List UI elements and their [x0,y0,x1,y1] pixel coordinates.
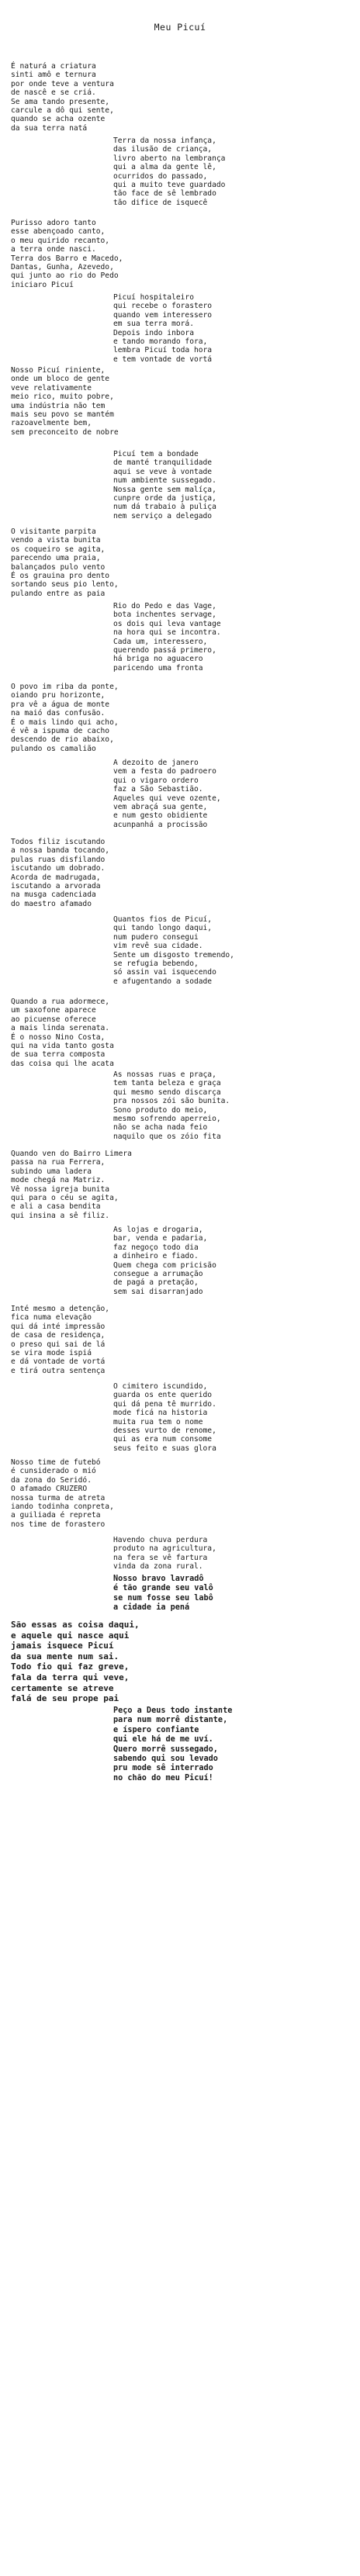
poem-line: Acorda de madrugada, [11,873,101,882]
poem-line: oiando pru horizonte, [11,691,106,700]
poem-line: pru mode sê interrado [113,1764,213,1773]
stanza-20 [113,1536,216,1572]
poem-line: As nossas ruas e praça, [113,1070,216,1079]
poem-title: Meu Picuí [154,22,206,33]
poem-line: na maió das confusão. [11,709,106,718]
poem-line: Todos filiz iscutando [11,838,106,846]
poem-line: das ilusão de criança, [113,145,213,154]
poem-line: Terra da nossa infança, [113,137,216,145]
poem-line: da sua terra natá [11,123,88,133]
stanza-4 [113,293,212,364]
poem-line: a terra onde nasci. [11,245,96,254]
poem-line: Quando ven do Bairro Limera [11,1150,132,1158]
poem-line: e tem vontade de vortá [113,354,213,364]
poem-line: da zona do Seridó. [11,1475,92,1485]
poem-line: meio rico, muito pobre, [11,392,114,402]
poem-line: de nascê e se criá. [11,88,96,98]
poem-line: onde um bloco de gente [11,375,110,384]
poem-line: Inté mesmo a detenção, [11,1305,110,1313]
poem-line: Quem chega com pricisão [113,1260,216,1270]
poem-line: bota inchentes servage, [113,610,216,620]
poem-line: é vê a ispuma de cacho [11,727,110,736]
poem-line: sinti amô e ternura [11,71,96,80]
poem-line: guarda os ente querido [113,1391,213,1400]
poem-line: mode chegá na Matriz. [11,1176,106,1185]
poem-line: e tando morando fora, [113,337,208,347]
poem-line: tão face de sê lembrado [113,189,216,199]
poem-line: qui na vida tanto gosta [11,1042,114,1051]
stanza-11 [11,838,109,908]
poem-line: de casa de residença, [11,1331,106,1340]
stanza-10 [113,759,221,829]
poem-line: Vê nossa igreja bunita [11,1184,110,1194]
poem-line: Todo fio qui faz greve, [11,1661,130,1672]
poem-line: Terra dos Barro e Macedo, [11,254,123,263]
poem-line: das coisa qui lhe acata [11,1059,114,1068]
poem-line: A dezoito de janero [113,759,199,767]
poem-line: vendo a vista bunita [11,536,101,545]
poem-line: para num morrê distante, [113,1716,228,1725]
poem-line: Se ama tando presente, [11,97,110,106]
poem-line: na musga cadenciada [11,890,96,900]
poem-line: qui para o céu se agita, [11,1194,119,1203]
poem-line: e num gesto obidiente [113,811,208,821]
poem-line: Cada um, interessero, [113,637,208,646]
poem-line: tão difice de isquecê [113,198,208,207]
poem-line: iniciaro Picuí [11,280,74,289]
poem-line: Quantos fios de Picuí, [113,915,213,924]
poem-line: só assin vai isquecendo [113,968,216,977]
poem-line: qui ele há de me uví. [113,1735,213,1744]
poem-line: carcule a dô qui sente, [11,106,114,116]
poem-line: Picuí tem a bondade [113,450,199,458]
poem-line: a nossa banda tocando, [11,846,110,856]
poem-line: quando vem interessero [113,310,213,320]
poem-line: mesmo sofrendo aperreio, [113,1115,221,1124]
poem-line: pra vê a água de monte [11,700,110,709]
poem-line: qui recebe o forastero [113,302,213,311]
poem-line: nossa turma de atreta [11,1493,106,1502]
poem-line: qui mesmo sendo discarça [113,1087,221,1097]
stanza-22 [11,1620,140,1704]
stanza-23 [113,1706,232,1783]
poem-line: consegue a arrumação [113,1270,203,1279]
poem-line: descendo de rio abaixo, [11,735,114,745]
poem-line: vem a festa do padroero [113,767,216,776]
poem-line: O visitante parpita [11,527,96,536]
stanza-7 [11,527,119,598]
poem-line: não se acha nada feio [113,1123,208,1132]
poem-line: Peço a Deus todo instante [113,1706,233,1715]
poem-line: sabendo qui sou levado [113,1755,218,1764]
poem-line: e aquele qui nasce aqui [11,1630,130,1641]
poem-line: e tirá outra sentença [11,1366,106,1375]
poem-line: Nosso bravo lavradô [113,1575,204,1583]
poem-line: fica numa elevação [11,1313,92,1323]
poem-line: paricendo uma fronta [113,663,203,673]
poem-line: Havendo chuva perdura [113,1536,208,1544]
poem-line: jamais isquece Picuí [11,1641,114,1651]
poem-line: veve relativamente [11,383,92,392]
poem-line: acunpanhá a procissão [113,820,208,829]
poem-line: qui tando longo daqui, [113,924,213,933]
poem-line: se refugia bebendo, [113,960,199,969]
poem-line: Sente um disgosto tremendo, [113,950,234,960]
poem-line: lembra Picuí toda hora [113,346,213,355]
poem-line: há briga no aguacero [113,655,203,664]
poem-line: fala da terra qui veve, [11,1672,130,1682]
poem-line: Picuí hospitaleiro [113,293,194,302]
stanza-5 [11,366,119,437]
poem-line: tem tanta beleza e graça [113,1079,221,1088]
stanza-19 [11,1458,114,1529]
poem-line: qui insina a sê filiz. [11,1211,110,1220]
poem-line: ao picuense oferece [11,1015,96,1024]
poem-line: bar, venda e padaria, [113,1234,208,1243]
poem-line: iando todinha conpreta, [11,1502,114,1512]
poem-line: qui a muito teve guardado [113,181,226,190]
poem-line: nem serviço a delegado [113,511,213,520]
poem-line: naquilo que os zóio fita [113,1132,221,1141]
poem-line: pulando os camalião [11,744,96,753]
poem-line: É naturá a criatura [11,62,96,71]
poem-line: mode ficá na historia [113,1409,208,1418]
stanza-21 [113,1575,213,1613]
poem-line: falá de seu prope pai [11,1693,119,1704]
poem-line: a guiliada é repreta [11,1511,101,1520]
poem-line: se num fosse seu labô [113,1593,213,1603]
poem-line: e ali a casa bendita [11,1202,101,1212]
poem-line: se vira mode ispiá [11,1349,92,1358]
poem-line: a mais linda serenata. [11,1024,110,1033]
poem-line: vim revê sua cidade. [113,942,203,951]
poem-line: da sua mente num sai. [11,1651,119,1661]
poem-line: de pagá a pretação, [113,1278,199,1288]
poem-line: qui as era num consome [113,1435,213,1444]
poem-line: querendo passá primero, [113,646,216,655]
poem-line: iscutando um dobrado. [11,864,106,873]
poem-line: o preso qui sai de lá [11,1340,106,1349]
poem-line: É o mais lindo qui acho, [11,717,119,727]
poem-line: uma indústria não tem [11,401,106,410]
poem-line: ocurridos do passado, [113,171,208,181]
stanza-18 [113,1382,216,1453]
poem-line: na fera se vê fartura [113,1553,208,1562]
poem-line: Purisso adoro tanto [11,219,96,227]
poem-line: Depois indo inbora [113,328,194,337]
stanza-8 [113,602,221,673]
stanza-3 [11,219,123,289]
poem-line: vinda da zona rural. [113,1562,203,1572]
poem-line: em sua terra morá. [113,320,194,329]
stanza-17 [11,1305,109,1375]
poem-line: os dois qui leva vantage [113,619,221,628]
poem-line: cunpre orde da justiça, [113,494,216,503]
poem-line: aqui se veve à vontade [113,467,213,476]
poem-line: seus feito e suas glora [113,1444,216,1453]
poem-line: de sua terra composta [11,1050,106,1060]
poem-line: é cunsiderado o mió [11,1467,96,1476]
poem-line: Nosso Picuí riniente, [11,366,106,375]
poem-line: e íspero confiante [113,1725,199,1734]
poem-line: a dinheiro e fiado. [113,1252,199,1261]
poem-line: parecendo uma praia, [11,554,101,563]
poem-line: mais seu povo se mantém [11,410,114,420]
poem-line: no chão do meu Picuí! [113,1773,213,1782]
poem-line: qui dá inté impressão [11,1322,106,1331]
poem-line: sem preconceito de nobre [11,427,119,437]
poem-line: qui dá pena tê murrido. [113,1399,216,1409]
poem-line: a cidade ia pená [113,1603,190,1613]
poem-line: certamente se atreve [11,1682,114,1693]
poem-line: é tão grande seu valô [113,1584,213,1593]
poem-line: sem sai disarranjado [113,1287,203,1296]
poem-line: Rio do Pedo e das Vage, [113,602,216,610]
stanza-13 [11,998,114,1068]
poem-line: um saxofone aparece [11,1006,96,1015]
poem-line: Dantas, Gunha, Azevedo, [11,263,114,272]
poem-line: O povo im riba da ponte, [11,683,119,691]
poem-line: As lojas e drogaria, [113,1226,203,1234]
poem-line: qui junto ao rio do Pedo [11,271,119,281]
poem-line: subindo uma ladera [11,1167,92,1176]
poem-line: Sono produto do meio, [113,1105,208,1115]
stanza-12 [113,915,234,986]
poem-line: pulando entre as paia [11,589,106,598]
poem-line: num pudero consegui [113,932,199,942]
stanza-6 [113,450,216,520]
stanza-2 [113,137,225,207]
poem-line: qui o vigaro ordero [113,776,199,785]
poem-line: pulas ruas disfilando [11,855,106,864]
poem-line: faz a São Sebastião. [113,785,203,794]
poem-line: Nossa gente sem malíça, [113,485,216,494]
stanza-1 [11,62,114,133]
stanza-14 [113,1070,230,1141]
poem-line: Aqueles qui veve ozente, [113,794,221,803]
stanza-9 [11,683,119,753]
poem-line: de manté tranquilidade [113,458,213,468]
poem-line: iscutando a arvorada [11,882,101,891]
poem-line: os coqueiro se agita, [11,545,106,554]
poem-line: Quero morrê sussegado, [113,1744,218,1754]
poem-line: vem abraçá sua gente, [113,803,208,812]
stanza-16 [113,1226,216,1296]
poem-line: desses vurto de renome, [113,1426,216,1436]
poem-line: passa na rua Ferrera, [11,1158,106,1167]
poem-line: esse abençoado canto, [11,227,106,237]
poem-line: produto na agricultura, [113,1544,216,1554]
poem-line: razoavelmente bem, [11,419,92,428]
poem-line: O cimitero iscundido, [113,1382,208,1391]
poem-line: sortando seus pio lento, [11,580,119,590]
poem-line: Nosso time de futebó [11,1458,101,1467]
poem-line: nos time de forastero [11,1520,106,1529]
poem-line: pra nossos zói são bunita. [113,1097,230,1106]
poem-line: do maestro afamado [11,899,92,908]
poem-line: e afugentando a sodade [113,977,213,986]
stanza-15 [11,1150,132,1220]
poem-line: o meu quirido recanto, [11,236,110,245]
poem-line: O afamado CRUZERO [11,1485,88,1494]
poem-line: muita rua tem o nome [113,1417,203,1426]
poem-line: É o nosso Nino Costa, [11,1032,106,1042]
poem-line: livro aberto na lembrança [113,154,226,163]
poem-line: quando se acha ozente [11,115,106,124]
poem-line: São essas as coisa daqui, [11,1620,140,1630]
poem-line: faz negoço todo dia [113,1243,199,1252]
poem-line: balançados pulo vento [11,562,106,572]
poem-line: e dá vontade de vortá [11,1357,106,1367]
poem-line: qui a alma da gente lê, [113,163,216,172]
poem-line: por onde teve a ventura [11,79,114,88]
poem-line: na hora qui se incontra. [113,628,221,638]
poem-line: É os grauina pro dento [11,572,110,581]
poem-line: num dá trabaio à puliça [113,503,216,512]
poem-line: Quando a rua adormece, [11,998,110,1006]
poem-line: num ambiente sussegado. [113,476,216,486]
